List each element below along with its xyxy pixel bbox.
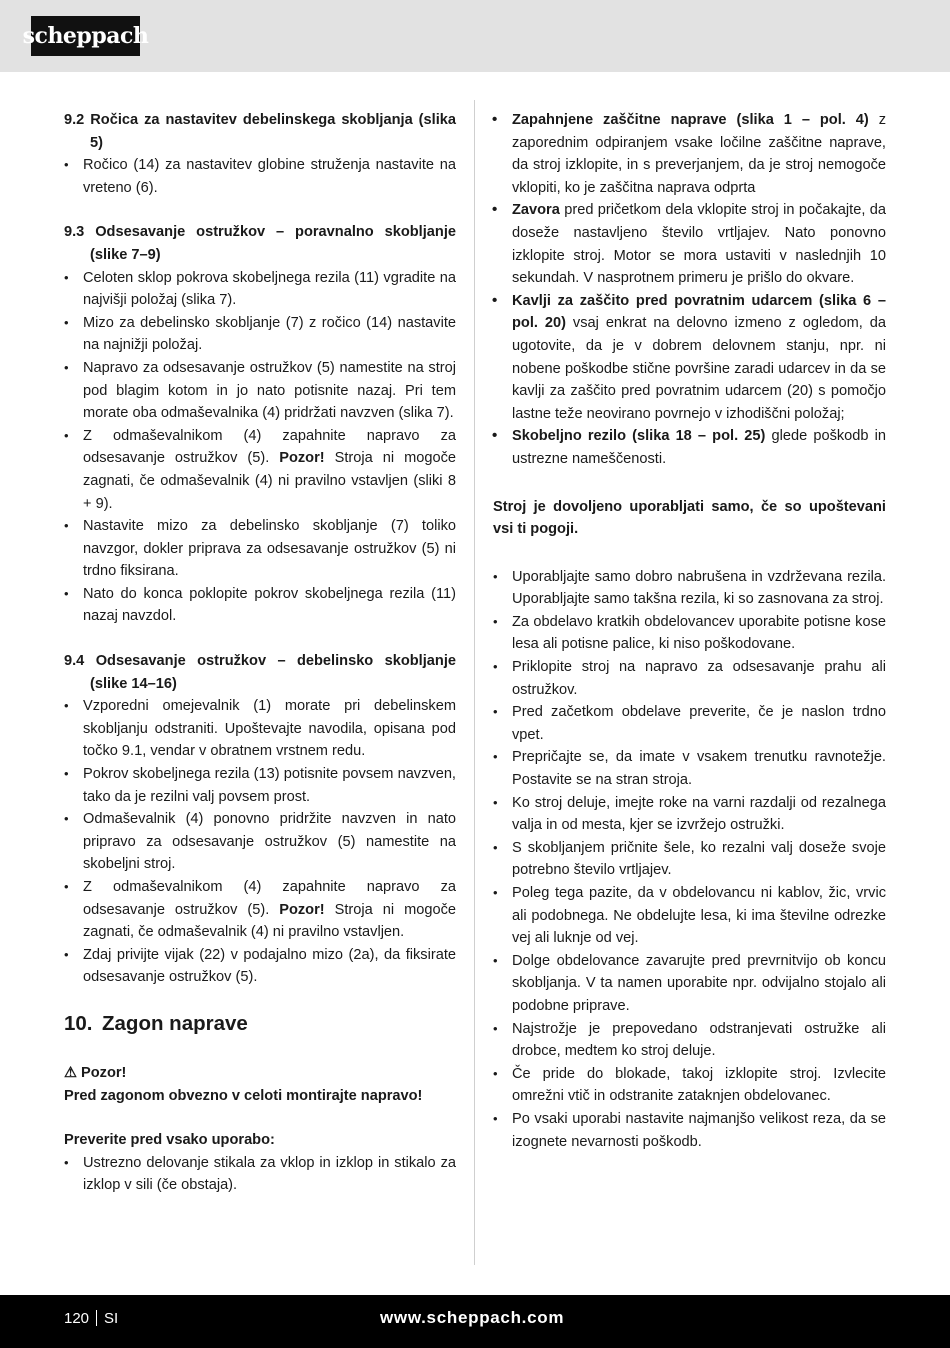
list-item: • Celoten sklop pokrova skobeljnega rezila (11) vgradite na najvišji položaj (slika 7). [64,267,456,312]
column-divider [474,100,475,1265]
section-9-2-heading: 9.2 Ročica za nastavitev debelinskega skobljanja (slika 5) [64,112,456,151]
check-heading: Preverite pred vsako uporabo: [64,1132,275,1149]
list-item: • Pred začetkom obdelave preverite, če je naslon trdno vpet. [493,701,886,746]
scheppach-logo: scheppach [31,16,140,56]
list-item: • Vzporedni omejevalnik (1) morate pri debelinskem skobljanju odstraniti. Upoštevajte navodila, opisana pod točko 9.1, vendar v obratnem vrstnem redu. [64,695,456,763]
list-item: • Poleg tega pazite, da v obdelovancu ni kablov, žic, vrvic ali podobnega. Ne obdelujte lesa, ki ima številne odrezke vej ali luknje od vej. [493,882,886,950]
list-item: • Z odmaševalnikom (4) zapahnite napravo za odsesavanje ostružkov (5). Pozor! Stroja ni mogoče zagnati, če odmaševalnik (4) ni pravilno vstavljen (sliki 8 + 9). [64,425,456,515]
list-item: • Z odmaševalnikom (4) zapahnite napravo za odsesavanje ostružkov (5). Pozor! Stroja ni mogoče zagnati, če odmaševalnik (4) ni pravilno vstavljen. [64,876,456,944]
list-item: • Uporabljajte samo dobro nabrušena in vzdrževana rezila. Uporabljajte samo takšna rezila, ki so zasnovana za stroj. [493,566,886,611]
left-column [64,109,456,1197]
list-item: • Mizo za debelinsko skobljanje (7) z ročico (14) nastavite na najnižji položaj. [64,312,456,357]
warning-triangle-icon: ⚠ [64,1064,78,1081]
list-item: • S skobljanjem pričnite šele, ko rezalni valj doseže svoje potrebno število vrtljajev. [493,837,886,882]
section-9-4-heading: 9.4 Odsesavanje ostružkov – debelinsko skobljanje (slike 14–16) [64,653,456,692]
list-item: • Ko stroj deluje, imejte roke na varni razdalji od rezalnega valja in od mesta, kjer se izvržejo ostružki. [493,792,886,837]
check-list-item: • Skobeljno rezilo (slika 18 – pol. 25) glede poškodb in ustrezne nameščenosti. [493,425,886,470]
section-10-heading: 10. Zagon naprave [64,1011,248,1035]
list-item: • Napravo za odsesavanje ostružkov (5) namestite na stroj pod blagim kotom in jo nato potisnite nazaj. Pri tem morate oba odmaševalnika (4) pridržati navzven (slika 7). [64,357,456,425]
list-item: • Odmaševalnik (4) ponovno pridržite navzven in nato pripravo za odsesavanje ostružkov (5) namestite na skobeljni stroj. [64,808,456,876]
language-code: SI [104,1310,119,1327]
check-list-item: • Zapahnjene zaščitne naprave (slika 1 – pol. 4) z zaporednim odpiranjem vsake ločilne zaščitne naprave, da stroj izklopite, in s preverjanjem, da je stroj nemogoče vklopiti, ko je zaščitna naprava odprta [493,109,886,199]
page-header [0,0,950,72]
list-item: • Dolge obdelovance zavarujte pred prevrnitvijo ob koncu skobljanja. V ta namen uporabite npr. odvijalno stojalo ali podobne priprave. [493,950,886,1018]
list-item: • Zdaj privijte vijak (22) v podajalno mizo (2a), da fiksirate odsesavanje ostružkov (5). [64,944,456,989]
list-item: • Po vsaki uporabi nastavite najmanjšo velikost reza, da se izognete nevarnosti poškodb. [493,1108,886,1153]
list-item: • Ustrezno delovanje stikala za vklop in izklop in stikalo za izklop v sili (če obstaja). [64,1152,456,1197]
usage-condition-notice: Stroj je dovoljeno uporabljati samo, če so upoštevani vsi ti pogoji. [493,498,886,538]
list-item: • Najstrožje je prepovedano odstranjevati ostružke ali drobce, medtem ko stroj deluje. [493,1018,886,1063]
page-number: 120 SI [64,1310,119,1327]
list-item: • Priklopite stroj na napravo za odsesavanje prahu ali ostružkov. [493,656,886,701]
list-item: • Za obdelavo kratkih obdelovancev uporabite potisne kose lesa ali potisne palice, ki niso poškodovane. [493,611,886,656]
caution-label: Pozor! [279,450,325,467]
check-list-item: • Kavlji za zaščito pred povratnim udarcem (slika 6 – pol. 20) vsaj enkrat na delovno izmeno z ogledom, da ugotovite, da je v dobrem delovnem stanju, npr. ni nobene poškodbe stične površine zaradi udarcev in da se kavlji za zaščito pred povratnim udarcem (20) s pomočjo lastne teže neovirano povrnejo v izhodiščni položaj; [493,290,886,426]
list-item: • Prepričajte se, da imate v vsakem trenutku ravnotežje. Postavite se na stran stroja. [493,746,886,791]
page-footer [0,1295,950,1348]
separator [96,1310,97,1326]
right-column [493,109,886,1153]
list-item: • Nato do konca poklopite pokrov skobeljnega rezila (11) nazaj navzdol. [64,583,456,628]
website-link[interactable]: www.scheppach.com [380,1308,565,1327]
list-item: • Pokrov skobeljnega rezila (13) potisnite povsem navzven, tako da je rezilni valj povsem prost. [64,763,456,808]
check-list-item: • Zavora pred pričetkom dela vklopite stroj in počakajte, da doseže nastavljeno število vrtljajev. Nato ponovno izklopite stroj. Motor se mora ustaviti v naslednjih 10 sekundah. V nasprotnem primeru je prišlo do okvare. [493,199,886,289]
list-item: • Ročico (14) za nastavitev globine struženja nastavite na vreteno (6). [64,154,456,199]
caution-label: Pozor! [279,901,325,918]
warning-label: ⚠ Pozor! [64,1062,456,1085]
warning-text: Pred zagonom obvezno v celoti montirajte napravo! [64,1087,423,1104]
section-9-3-heading: 9.3 Odsesavanje ostružkov – poravnalno skobljanje (slike 7–9) [64,224,456,263]
list-item: • Če pride do blokade, takoj izklopite stroj. Izvlecite omrežni vtič in odstranite zataknjen obdelovanec. [493,1063,886,1108]
list-item: • Nastavite mizo za debelinsko skobljanje (7) toliko navzgor, dokler priprava za odsesavanje ostružkov (5) ni trdno fiksirana. [64,515,456,583]
